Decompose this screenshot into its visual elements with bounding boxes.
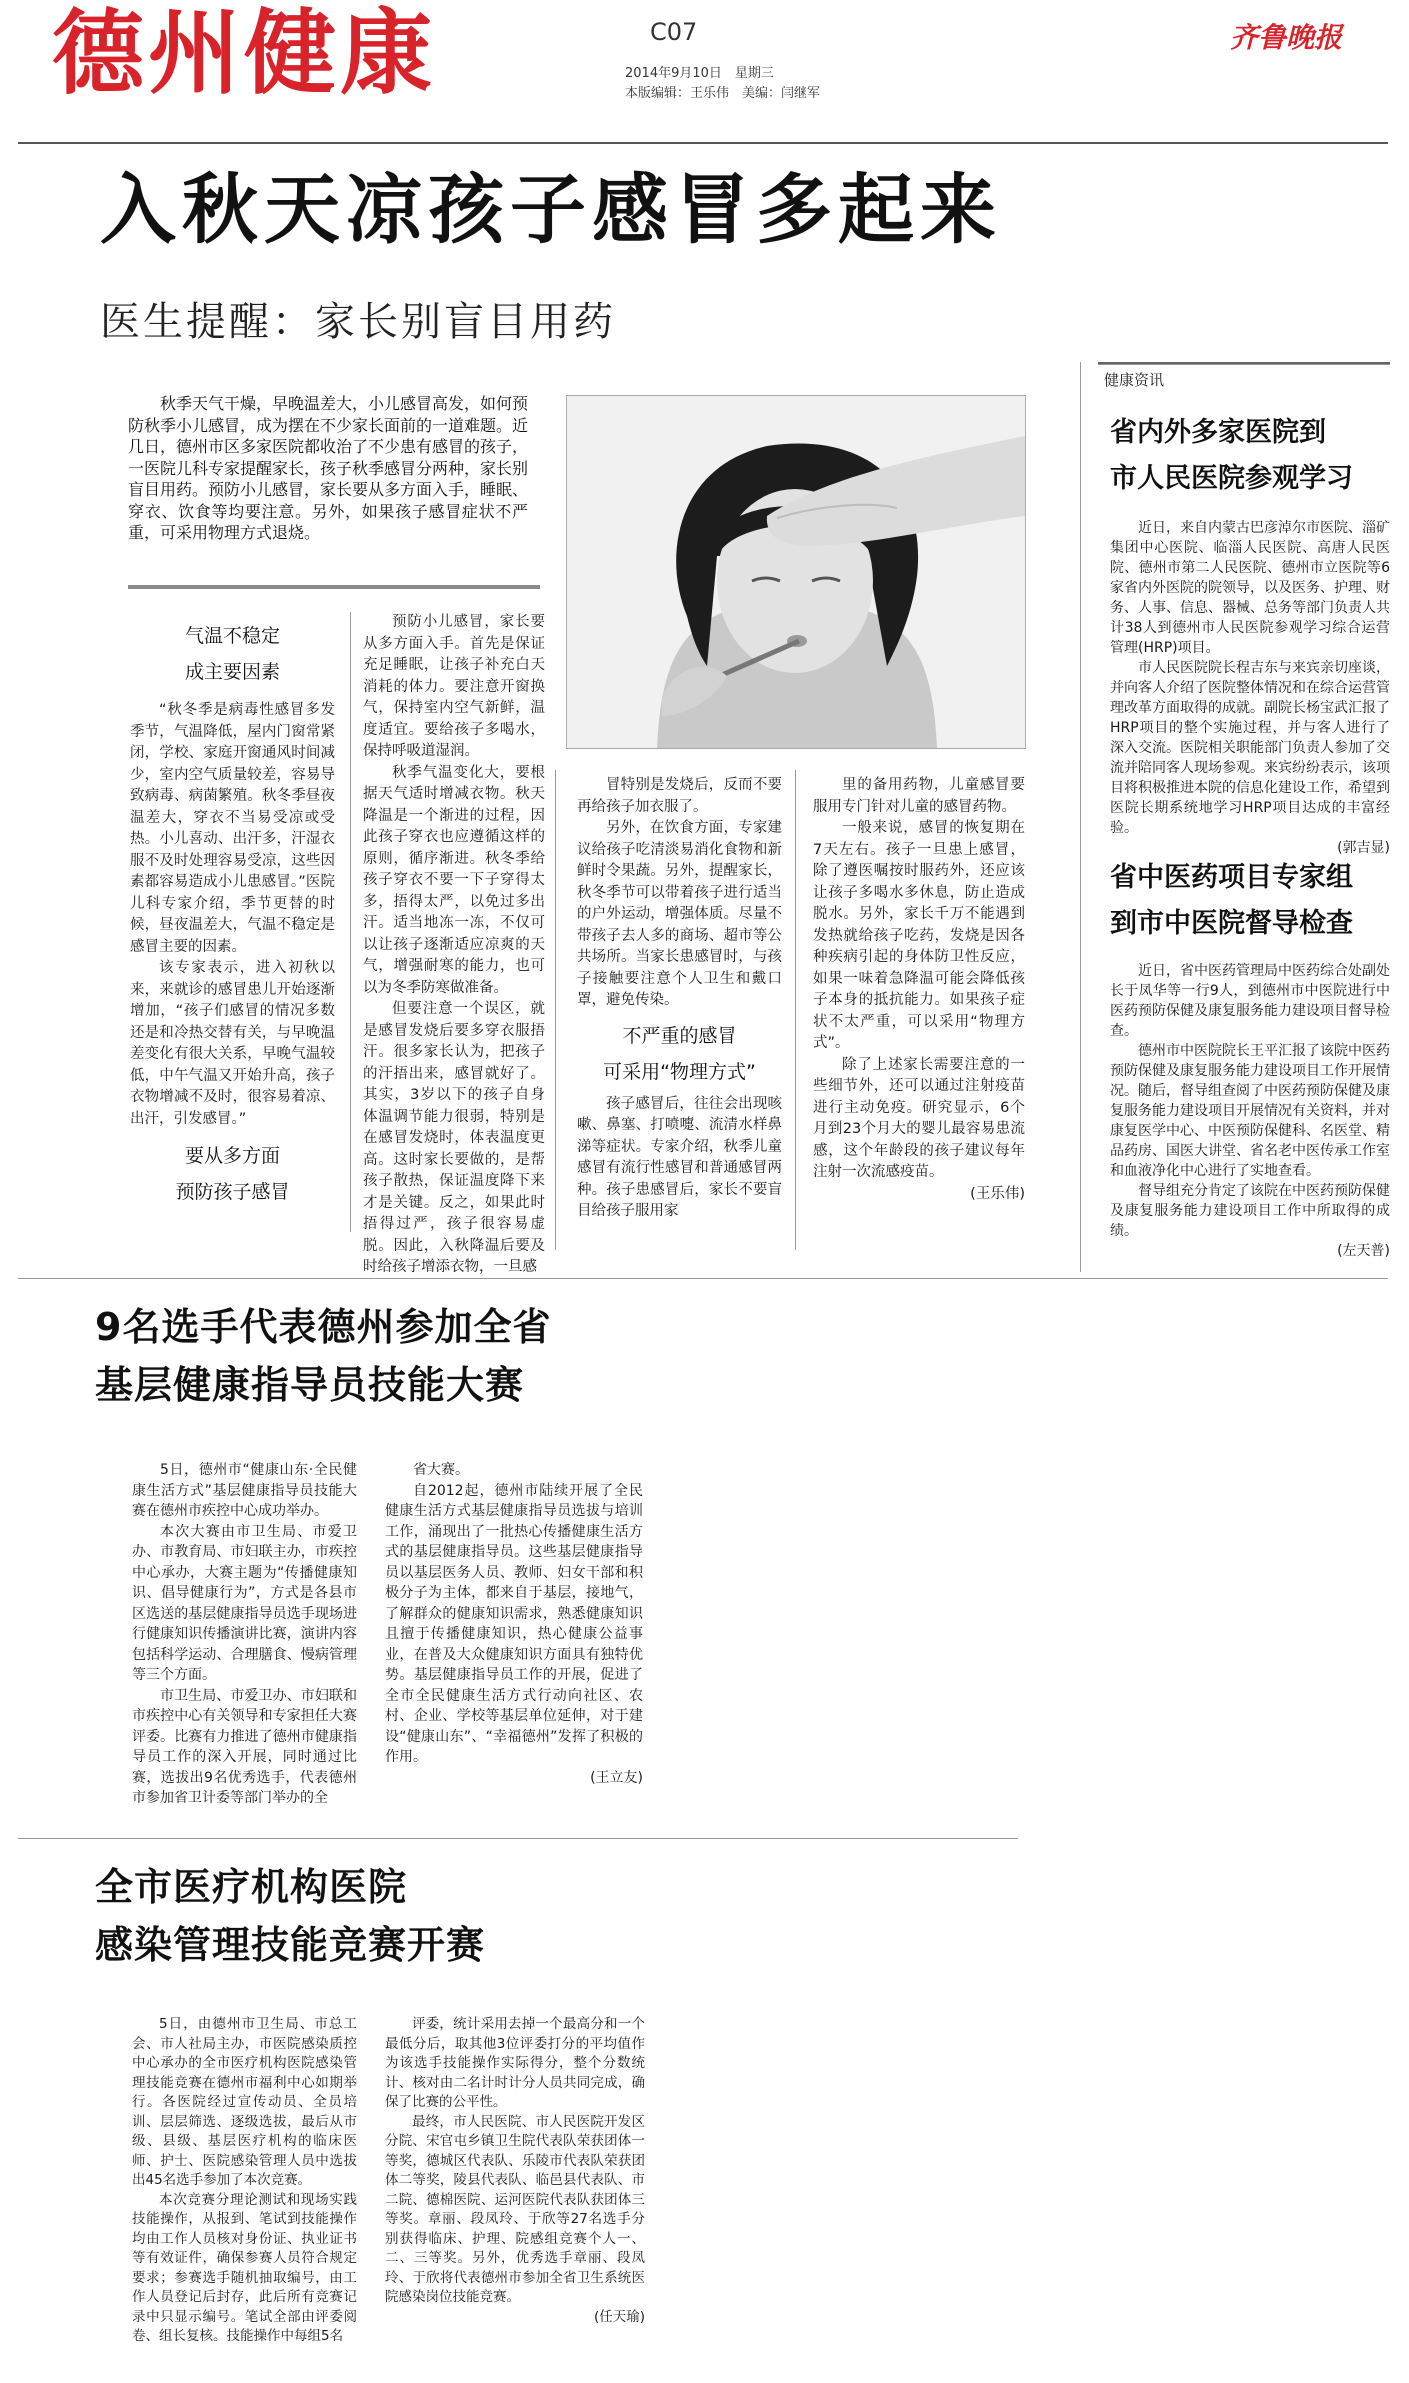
story-title-line: 基层健康指导员技能大赛 (95, 1363, 525, 1407)
lead-divider (128, 585, 540, 589)
subheading: 成主要因素 (184, 661, 280, 683)
story-2-column-2 (385, 1460, 643, 1788)
sidebar-story-2 (1110, 855, 1390, 1261)
sidebar-story-title: 省中医药项目专家组 (1110, 862, 1353, 893)
main-column-3 (577, 775, 782, 1223)
sidebar-story-body (1110, 518, 1390, 858)
paragraph: 秋季气温变化大，要根据天气适时增减衣物。秋天降温是一个渐进的过程，因此孩子穿衣也应遵循这样的原则，循序渐进。秋冬季给孩子穿衣不要一下子穿得太多，捂得太严，以免过多出汗。适当地冻一冻，不仅可以让孩子逐渐适应凉爽的天气，增强耐寒的能力，也可以为冬季防寒做准备。 (363, 764, 545, 996)
paragraph: 市卫生局、市爱卫办、市妇联和市疾控中心有关领导和专家担任大赛评委。比赛有力推进了德州市健康指导员工作的深入开展，同时通过比赛，选拔出9名优秀选手，代表德州市参加省卫计委等部门举办的全 (132, 1687, 357, 1806)
paragraph: 省大赛。 (413, 1462, 469, 1478)
story-3-title (95, 1858, 995, 1974)
main-lead: 秋季天气干燥，早晚温差大，小儿感冒高发，如何预防秋季小儿感冒，成为摆在不少家长面前的一道难题。近几日，德州市区多家医院都收治了不少患有感冒的孩子，一医院儿科专家提醒家长，孩子秋季感冒分两种，家长别盲目用药。预防小儿感冒，家长要从多方面入手，睡眠、穿衣、饮食等均要注意。另外，如果孩子感冒症状不严重，可采用物理方式退烧。 (128, 394, 529, 542)
paragraph: 5日，由德州市卫生局、市总工会、市人社局主办，市医院感染质控中心承办的全市医疗机构医院感染管理技能竞赛在德州市福利中心如期举行。各医院经过宣传动员、全员培训、层层筛选、逐级选拔，最后从市级、县级、基层医疗机构的临床医师、护士、医院感染管理人员中选拔出45名选手参加了本次竞赛。 (132, 2016, 357, 2188)
sidebar-tag: 健康资讯 (1098, 364, 1390, 394)
paragraph: 本次竞赛分理论测试和现场实践技能操作，从报到、笔试到技能操作均由工作人员核对身份证、执业证书等有效证件，确保参赛人员符合规定要求；参赛选手随机抽取编号，由工作人员登记后封存，此后所有竞赛记录中只显示编号。笔试全部由评委阅卷、组长复核。技能操作中每组5名 (132, 2191, 357, 2344)
subheading: 气温不稳定 (184, 625, 280, 647)
subheading: 不严重的感冒 (622, 1024, 737, 1047)
story-title-line: 9名选手代表德州参加全省 (95, 1305, 552, 1349)
section-divider (18, 1838, 1018, 1839)
byline: (任天瑜) (593, 2308, 645, 2325)
newspaper-brand: 齐鲁晚报 (1230, 21, 1343, 54)
story-title-line: 感染管理技能竞赛开赛 (95, 1923, 486, 1967)
sidebar-divider (1080, 362, 1081, 1272)
sidebar-story-title: 市人民医院参观学习 (1110, 463, 1353, 494)
paragraph: 德州市中医院院长王平汇报了该院中医药预防保健及康复服务能力建设项目工作开展情况。随后，督导组查阅了中医药预防保健及康复服务能力建设项目开展情况有关资料，并对康复医学中心、中医预防保健科、名医堂、精品药房、国医大讲堂、省名老中医传承工作室和血液净化中心进行了实地查看。 (1110, 1043, 1390, 1179)
byline: (王立友) (590, 1769, 643, 1786)
column-divider (350, 612, 351, 1232)
subheading: 要从多方面 (184, 1145, 280, 1167)
paragraph: 孩子感冒后，往往会出现咳嗽、鼻塞、打喷嚏、流清水样鼻涕等症状。专家介绍，秋季儿童感冒有流行性感冒和普通感冒两种。孩子患感冒后，家长不要盲目给孩子服用家 (577, 1095, 782, 1219)
subheading: 可采用“物理方式” (603, 1060, 756, 1083)
byline: (郭吉显) (1337, 840, 1390, 856)
section-divider (18, 1278, 1388, 1279)
page-number: C07 (650, 18, 698, 46)
paragraph: 近日，来自内蒙古巴彦淖尔市医院、淄矿集团中心医院、临淄人民医院、高唐人民医院、德州市第二人民医院、德州市立医院等6家省内外医院的院领导，以及医务、护理、财务、人事、信息、器械、总务等部门负责人共计38人到德州市人民医院参观学习综合运营管理(HRP)项目。 (1110, 520, 1390, 656)
subheading: 预防孩子感冒 (175, 1181, 290, 1203)
paragraph: 市人民医院院长程吉东与来宾亲切座谈，并向客人介绍了医院整体情况和在综合运营管理改革方面取得的成就。副院长杨宝武汇报了HRP项目的整个实施过程，并与客人进行了深入交流。医院相关职能部门负责人参加了交流并陪同客人现场参观。来宾纷纷表示，该项目将积极推进本院的信息化建设工作，希望到医院长期系统地学习HRP项目达成的丰富经验。 (1110, 660, 1390, 836)
masthead-title: 德州健康 (52, 0, 437, 107)
story-3-column-2 (385, 2015, 645, 2327)
date-line: 2014年9月10日 星期三 (625, 66, 774, 81)
main-column-2 (363, 612, 545, 1279)
paragraph: 除了上述家长需要注意的一些细节外，还可以通过注射疫苗进行主动免疫。研究显示，6个月到23个月大的婴儿最容易患流感，这个年龄段的孩子建议每年注射一次流感疫苗。 (813, 1056, 1025, 1180)
paragraph: 冒特别是发烧后，反而不要再给孩子加衣服了。 (577, 777, 782, 815)
editors-line: 本版编辑：王乐伟 美编：闫继军 (625, 86, 821, 101)
sidebar-story-1 (1110, 410, 1390, 858)
masthead-rule (18, 142, 1388, 144)
paragraph: 但要注意一个误区，就是感冒发烧后要多穿衣服捂汗。很多家长认为，把孩子的汗捂出来，感冒就好了。其实，3岁以下的孩子自身体温调节能力很弱，特别是在感冒发烧时，体表温度更高。这时家长要做的，是帮孩子散热，保证温度降下来才是关键。反之，如果此时捂得过严，孩子很容易虚脱。因此，入秋降温后要及时给孩子增添衣物，一旦感 (363, 1001, 545, 1275)
paragraph: 督导组充分肯定了该院在中医药预防保健及康复服务能力建设项目工作中所取得的成绩。 (1110, 1183, 1390, 1239)
paragraph: 5日，德州市“健康山东·全民健康生活方式”基层健康指导员技能大赛在德州市疾控中心成功举办。 (132, 1462, 357, 1519)
byline: (王乐伟) (970, 1185, 1025, 1202)
paragraph: 里的备用药物，儿童感冒要服用专门针对儿童的感冒药物。 (813, 777, 1025, 815)
child-photo-illustration (567, 396, 1025, 748)
paragraph: 预防小儿感冒，家长要从多方面入手。首先是保证充足睡眠，让孩子补充白天消耗的体力。要注意开窗换气，保持室内空气新鲜，温度适宜。要给孩子多喝水，保持呼吸道湿润。 (363, 614, 545, 759)
main-column-4 (813, 775, 1025, 1205)
main-column-1 (130, 618, 335, 1210)
story-2-title (95, 1298, 995, 1414)
paragraph: 另外，在饮食方面，专家建议给孩子吃清淡易消化食物和新鲜时令果蔬。另外，提醒家长，秋冬季节可以带着孩子进行适当的户外运动，增强体质。尽量不带孩子去人多的商场、超市等公共场所。当家长患感冒时，与孩子接触要注意个人卫生和戴口罩，避免传染。 (577, 820, 782, 1008)
child-thermometer-photo (566, 395, 1026, 749)
paragraph: 自2012起，德州市陆续开展了全民健康生活方式基层健康指导员选拔与培训工作，涌现出了一批热心传播健康生活方式的基层健康指导员。这些基层健康指导员以基层医务人员、教师、妇女干部和积极分子为主体，都来自于基层，接地气，了解群众的健康知识需求，熟悉健康知识且擅于传播健康知识，热心健康公益事业，在普及大众健康知识方面具有独特优势。基层健康指导员工作的开展，促进了全市全民健康生活方式行动向社区、农村、企业、学校等基层单位延伸，对于建设“健康山东”、“幸福德州”发挥了积极的作用。 (385, 1482, 643, 1765)
paragraph: “秋冬季是病毒性感冒多发季节，气温降低，屋内门窗常紧闭，学校、家庭开窗通风时间减少，室内空气质量较差，容易导致病毒、病菌繁殖。秋冬季昼夜温差大，穿衣不当易受凉或受热。小儿喜动、出汗多，汗湿衣服不及时处理容易受凉，这些因素都容易造成小儿患感冒。”医院儿科专家介绍，季节更替的时候，昼夜温差大，气温不稳定是感冒主要的因素。 (130, 702, 335, 955)
story-title-line: 全市医疗机构医院 (95, 1865, 408, 1909)
story-3-column-1 (132, 2015, 357, 2347)
paragraph: 一般来说，感冒的恢复期在7天左右。孩子一旦患上感冒，除了遵医嘱按时服药外，还应该让孩子多喝水多休息，防止造成脱水。另外，家长千万不能遇到发热就给孩子吃药，发烧是因各种疾病引起的身体防卫性反应，如果一味着急降温可能会降低孩子本身的抵抗能力。如果孩子症状不太严重，可以采用“物理方式”。 (813, 820, 1025, 1051)
paragraph: 本次大赛由市卫生局、市爱卫办、市教育局、市妇联主办，市疾控中心承办，大赛主题为“传播健康知识、倡导健康行为”，方式是各县市区选送的基层健康指导员选手现场进行健康知识传播演讲比赛，演讲内容包括科学运动、合理膳食、慢病管理等三个方面。 (132, 1523, 357, 1683)
byline: (左天普) (1337, 1243, 1390, 1259)
paragraph: 评委，统计采用去掉一个最高分和一个最低分后，取其他3位评委打分的平均值作为该选手技能操作实际得分，整个分数统计、核对由二名计时计分人员共同完成，确保了比赛的公平性。 (385, 2016, 645, 2110)
paragraph: 该专家表示，进入初秋以来，来就诊的感冒患儿开始逐渐增加，“孩子们感冒的情况多数还是和冷热交替有关，与早晚温差变化有很大关系，早晚气温较低，中午气温又开始升高，孩子衣物增减不及时，很容易着凉、出汗，引发感冒。” (130, 960, 335, 1127)
column-divider (795, 770, 796, 1250)
column-divider (555, 770, 556, 1250)
sidebar-story-title: 省内外多家医院到 (1110, 417, 1326, 448)
paragraph: 近日，省中医药管理局中医药综合处副处长于凤华等一行9人，到德州市中医院进行中医药预防保健及康复服务能力建设项目督导检查。 (1110, 963, 1390, 1039)
story-2-column-1 (132, 1460, 357, 1809)
main-headline: 入秋天凉孩子感冒多起来 (100, 165, 1002, 254)
sidebar-story-title: 到市中医院督导检查 (1110, 908, 1353, 939)
paragraph: 最终，市人民医院、市人民医院开发区分院、宋官屯乡镇卫生院代表队荣获团体一等奖，德城区代表队、乐陵市代表队荣获团体二等奖，陵县代表队、临邑县代表队、市二院、德棉医院、运河医院代表队获团体三等奖。章丽、段凤玲、于欣等27名选手分别获得临床、护理、院感组竞赛个人一、二、三等奖。另外，优秀选手章丽、段凤玲、于欣将代表德州市参加全省卫生系统医院感染岗位技能竞赛。 (385, 2113, 645, 2305)
main-subheadline: 医生提醒：家长别盲目用药 (100, 299, 616, 345)
sidebar-story-body (1110, 961, 1390, 1261)
